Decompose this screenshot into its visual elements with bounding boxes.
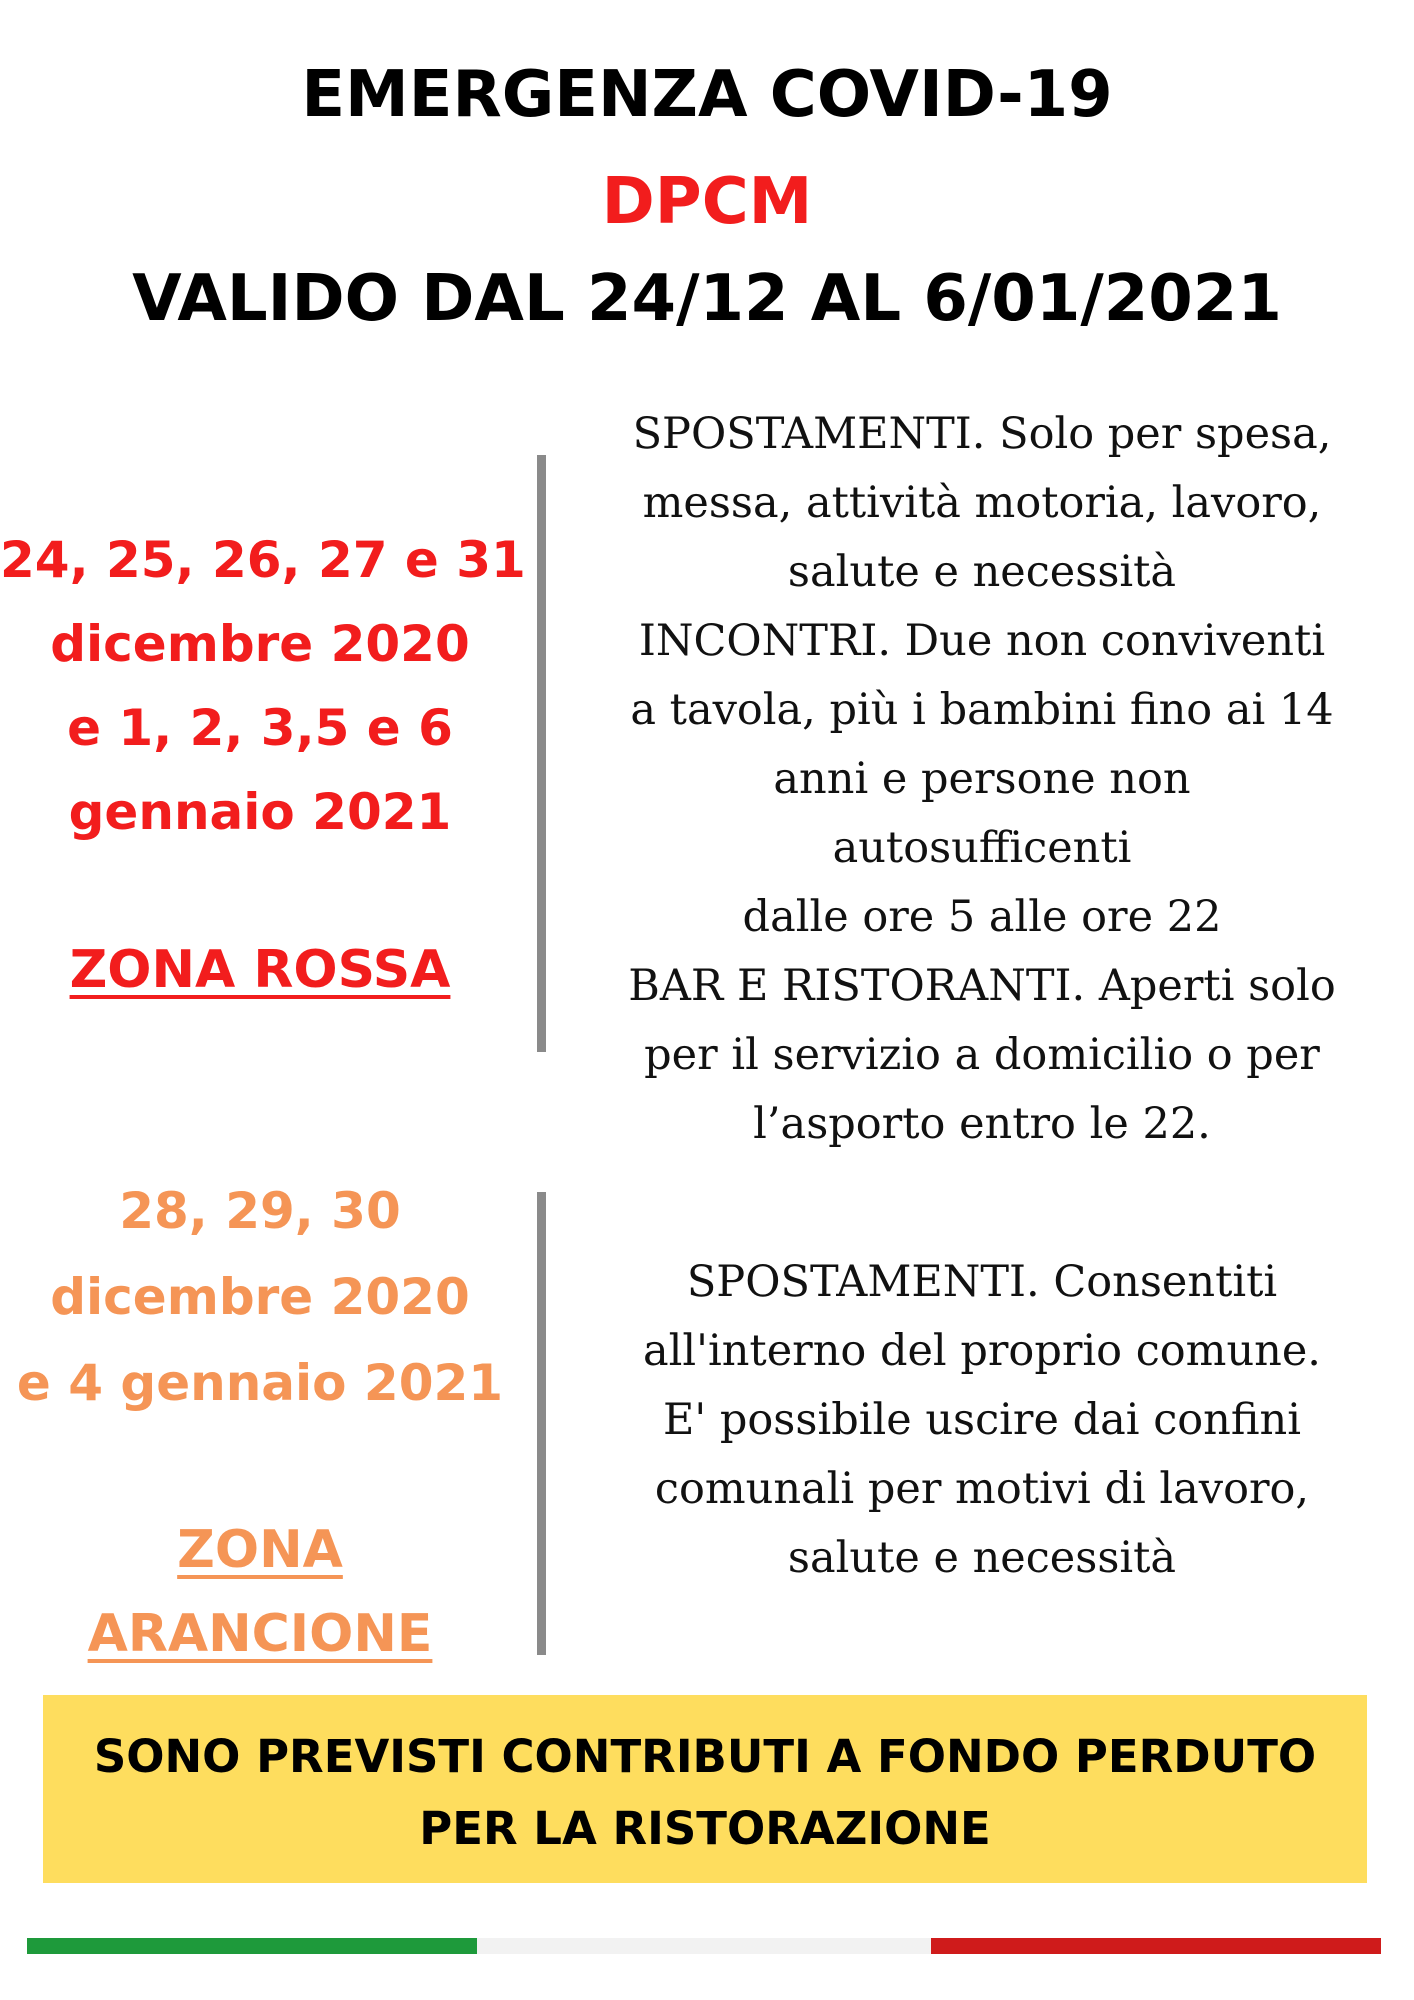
orange-zone-rules [572, 1248, 1392, 1593]
orange-zone-label-line: ZONA [177, 1520, 343, 1580]
red-zone-date-line: dicembre 2020 [50, 615, 470, 673]
rule-line: messa, attività motoria, lavoro, [642, 478, 1322, 528]
rule-line: dalle ore 5 alle ore 22 [742, 892, 1222, 942]
flag-stripe-red [931, 1938, 1381, 1954]
rule-line: salute e necessità [787, 547, 1177, 597]
orange-zone-label-line: ARANCIONE [87, 1604, 433, 1664]
validity-period: VALIDO DAL 24/12 AL 6/01/2021 [132, 262, 1282, 336]
rule-line: SPOSTAMENTI. Solo per spesa, [632, 409, 1332, 459]
orange-zone-date-line: 28, 29, 30 [119, 1182, 401, 1240]
flag-stripe-green [27, 1938, 477, 1954]
rule-line: all'interno del proprio comune. [643, 1326, 1321, 1376]
orange-zone-date-line: dicembre 2020 [50, 1268, 470, 1326]
red-zone-rules [572, 400, 1392, 1159]
rule-line: INCONTRI. Due non conviventi [638, 616, 1326, 666]
orange-zone-date-line: e 4 gennaio 2021 [16, 1354, 504, 1412]
rule-line: l’asporto entro le 22. [753, 1099, 1211, 1149]
rule-line: E' possibile uscire dai confini [663, 1395, 1301, 1445]
page-subtitle: DPCM [601, 165, 813, 239]
flag-stripe-white [477, 1938, 931, 1954]
banner-line: PER LA RISTORAZIONE [419, 1802, 991, 1855]
rule-line: autosufficenti [832, 823, 1132, 873]
rule-line: SPOSTAMENTI. Consentiti [686, 1257, 1278, 1307]
orange-zone-label [0, 1508, 520, 1676]
funding-banner [43, 1695, 1367, 1883]
rule-line: a tavola, più i bambini fino ai 14 [630, 685, 1334, 735]
section-divider [537, 455, 546, 1052]
rule-line: salute e necessità [787, 1533, 1177, 1583]
rule-line: BAR E RISTORANTI. Aperti solo [628, 961, 1336, 1011]
rule-line: anni e persone non [773, 754, 1191, 804]
red-zone-date-line: e 1, 2, 3,5 e 6 [67, 699, 453, 757]
page-title: EMERGENZA COVID-19 [301, 58, 1113, 132]
red-zone-label: ZONA ROSSA [69, 940, 451, 1000]
rule-line: comunali per motivi di lavoro, [654, 1464, 1310, 1514]
orange-zone-dates [0, 1168, 520, 1426]
red-zone-date-line: gennaio 2021 [68, 783, 452, 841]
section-divider [537, 1192, 546, 1655]
red-zone-date-line: 24, 25, 26, 27 e 31 [0, 531, 526, 589]
banner-line: SONO PREVISTI CONTRIBUTI A FONDO PERDUTO [93, 1730, 1317, 1783]
rule-line: per il servizio a domicilio o per [644, 1030, 1320, 1080]
red-zone-dates [0, 518, 526, 854]
